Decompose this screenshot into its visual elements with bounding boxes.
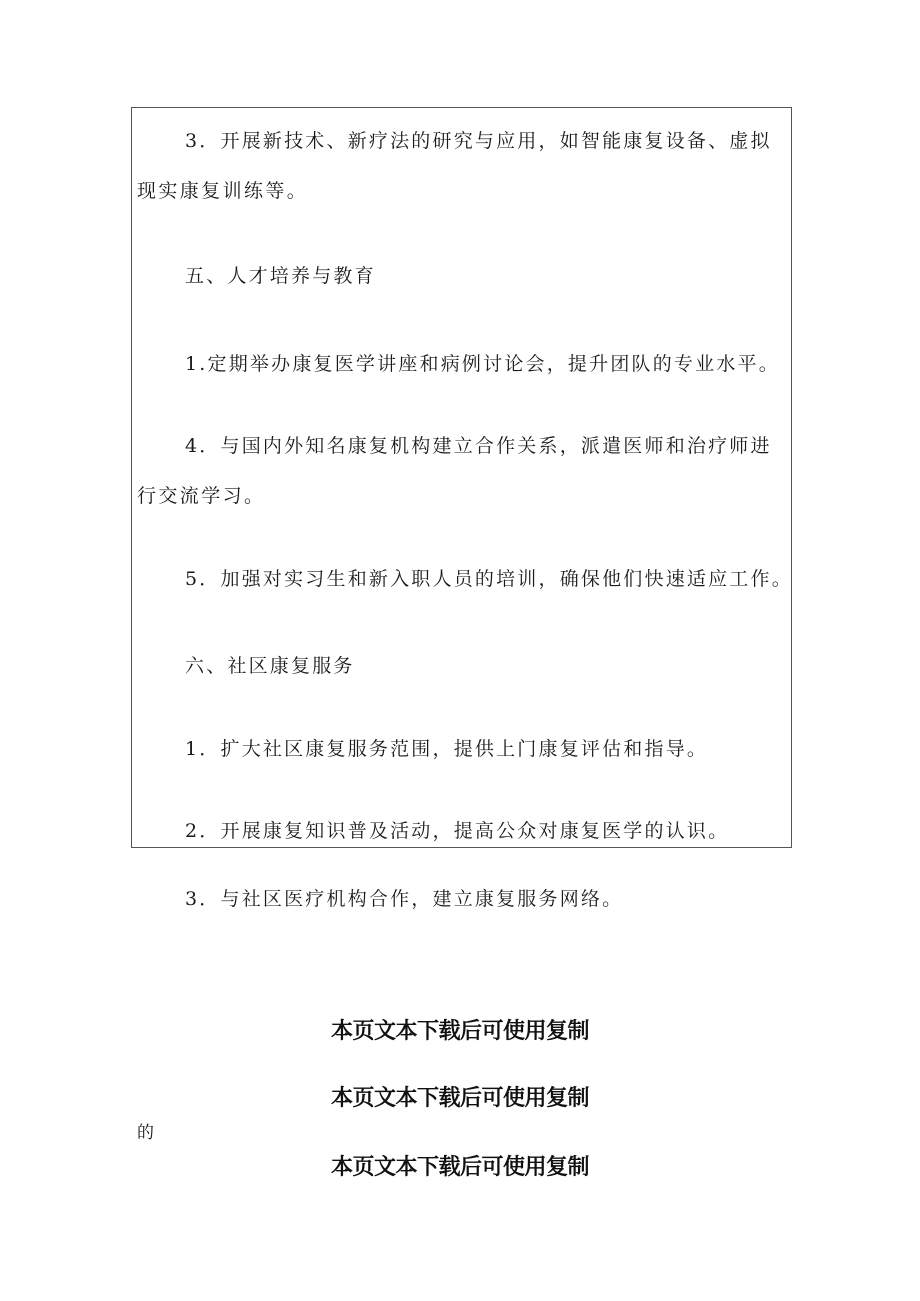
paragraph-3-line-2: 现实康复训练等。 bbox=[137, 180, 309, 202]
stray-character: 的 bbox=[137, 1123, 154, 1143]
paragraph-community-1: 1．扩大社区康复服务范围，提供上门康复评估和指导。 bbox=[185, 738, 709, 760]
copy-notice-1: 本页文本下载后可使用复制 bbox=[330, 1019, 589, 1044]
copy-notice-3: 本页文本下载后可使用复制 bbox=[330, 1155, 589, 1180]
paragraph-talent-5: 5．加强对实习生和新入职人员的培训，确保他们快速适应工作。 bbox=[185, 568, 793, 590]
paragraph-community-2: 2．开展康复知识普及活动，提高公众对康复医学的认识。 bbox=[185, 820, 730, 842]
paragraph-talent-1: 1.定期举办康复医学讲座和病例讨论会，提升团队的专业水平。 bbox=[185, 353, 780, 375]
paragraph-talent-4-line-1: 4．与国内外知名康复机构建立合作关系，派遣医师和治疗师进 bbox=[185, 435, 772, 457]
section-heading-talent: 五、人才培养与教育 bbox=[185, 265, 376, 287]
paragraph-talent-4-line-2: 行交流学习。 bbox=[137, 485, 266, 507]
section-heading-community: 六、社区康复服务 bbox=[185, 655, 355, 677]
paragraph-community-3: 3．与社区医疗机构合作，建立康复服务网络。 bbox=[185, 888, 624, 910]
paragraph-3-line-1: 3．开展新技术、新疗法的研究与应用，如智能康复设备、虚拟 bbox=[185, 130, 772, 152]
copy-notice-2: 本页文本下载后可使用复制 bbox=[330, 1086, 589, 1111]
